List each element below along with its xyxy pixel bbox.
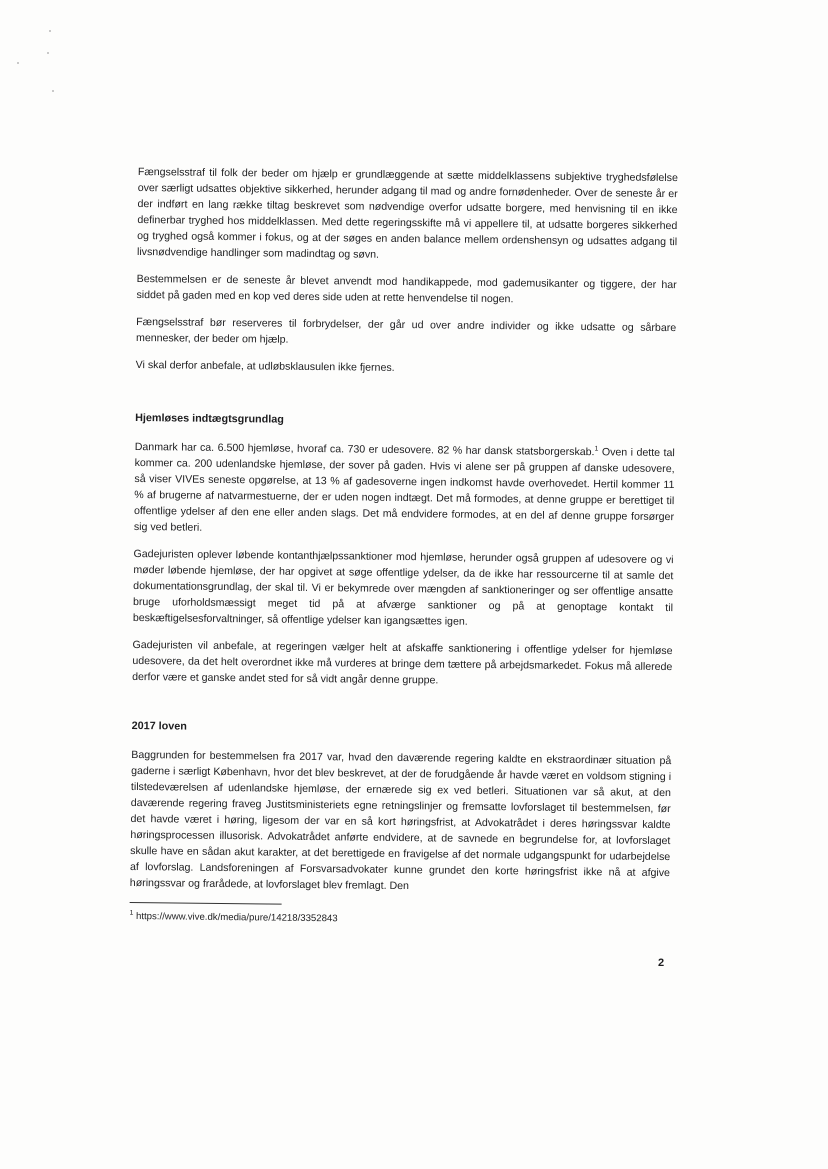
footnote (129, 910, 669, 929)
footnote-divider (130, 902, 282, 905)
scan-speck (47, 52, 49, 54)
footnote-reference[interactable]: 1 (594, 445, 599, 453)
paragraph-intro-1: Fængselsstraf til folk der beder om hjælp er grundlæggende at sætte middelklassens subjektive tryghedsfølelse over særligt udsattes objektive sikkerhed, herunder adgang til mad og andre fornødenheder. Over de seneste år er der indført en lang række tiltag beskrevet som nødvendige overfor udsatte borgere, med henvisning til en ikke definerbar tryghed hos middelklassen. Med dette regeringsskifte må vi appellere til, at udsatte borgeres sikkerhed og tryghed også kommer i fokus, og at der søges en anden balance mellem ordenshensyn og udsattes adgang til livsnødvendige handlinger som madindtag og søvn. (136, 165, 678, 261)
page-body (129, 164, 678, 940)
paragraph-intro-2: Bestemmelsen er de seneste år blevet anvendt mod handikappede, mod gademusikanter og tiggere, der har siddet på gaden med en kop ved deres side uden at rette henvendelse til nogen. (136, 272, 677, 306)
scan-speck (49, 30, 51, 32)
paragraph-text: Danmark har ca. 6.500 hjemløse, hvoraf ca. 730 er udesovere. 82 % har dansk statsborgerskab. (134, 440, 595, 459)
section-heading-2017-law: 2017 loven (131, 719, 187, 733)
footnote-marker: 1 (129, 909, 134, 917)
scan-speck (17, 62, 19, 64)
paragraph-intro-3: Fængselsstraf bør reserveres til forbrydelser, der går ud over andre individer og ikke udsatte og sårbare mennesker, der beder om hjælp. (135, 315, 677, 346)
footnote-link[interactable]: https://www.vive.dk/media/pure/14218/3352843 (133, 910, 338, 925)
page-number: 2 (658, 957, 665, 969)
section-heading-income: Hjemløses indtægtsgrundlag (135, 411, 284, 426)
scan-speck (52, 90, 54, 92)
paragraph-income-1 (134, 439, 675, 541)
paragraph-income-2: Gadejuristen oplever løbende kontanthjælpssanktioner mod hjemløse, herunder også gruppen af udesovere og vi møder løbende hjemløse, der har opgivet at søge offentlige ydelser, da de ikke har ressourcerne til at samle det dokumentationsgrundlag, der skal til. Vi er bekymrede over mængden af sanktioneringer og ser offentlige ansatte bruge uforholdsmæssigt meget tid på at afværge sanktioner og på at genoptage kontakt til beskæftigelsesforvaltninger, så offentlige ydelser kan igangsættes igen. (132, 547, 674, 628)
paragraph-intro-4: Vi skal derfor anbefale, at udløbsklausulen ikke fjernes. (135, 358, 395, 374)
paragraph-2017-law-1: Baggrunden for bestemmelsen fra 2017 var, hvad den daværende regering kaldte en ekstraordinær situation på gaderne i særligt København, hvor det blev beskrevet, at der de forudgående år havde været en voldsom stigning i tilstedeværelsen af udenlandske hjemløse, der ernærede sig ex ved betleri. Situationen var så akut, at den daværende regering fraveg Justitsministeriets egne retningslinjer og fremsatte lovforslaget til bestemmelsen, før det havde været i høring, ligesom der var en så kort høringsfrist, at Advokatrådet i deres høringssvar kaldte høringsprocessen illusorisk. Advokatrådet anførte endvidere, at de savnede en begrundelse for, at lovforslaget skulle have en sådan akut karakter, at det berettigede en fravigelse af det normale udgangspunkt for udarbejdelse af lovforslag. Landsforeningen af Forsvarsadvokater kunne grundet den korte høringsfrist ikke nå at afgive høringssvar og frarådede, at lovforslaget blev fremlagt. Den (129, 748, 672, 893)
paragraph-income-3: Gadejuristen vil anbefale, at regeringen vælger helt at afskaffe sanktionering i offentlige ydelser for hjemløse udesovere, da det helt overordnet ikke må vurderes at bringe dem tættere på arbejdsmarkedet. Fokus må allerede derfor være et ganske andet sted for så vidt angår denne gruppe. (132, 638, 673, 687)
paragraph-text: Oven i dette tal kommer ca. 200 udenlandske hjemløse, der sover på gaden. Hvis vi alene ser på gruppen af danske udesovere, så viser VIVEs seneste opgørelse, at 13 % af gadesoverne ingen indkomst havde overhovedet. Hertil kommer 11 % af brugerne af natvarmestuerne, der er uden nogen indtægt. Det må formodes, at denne gruppe er berettiget til offentlige ydelser af den ene eller anden slags. Det må endvidere formodes, at en del af denne gruppe forsørger sig ved betleri. (133, 446, 675, 534)
